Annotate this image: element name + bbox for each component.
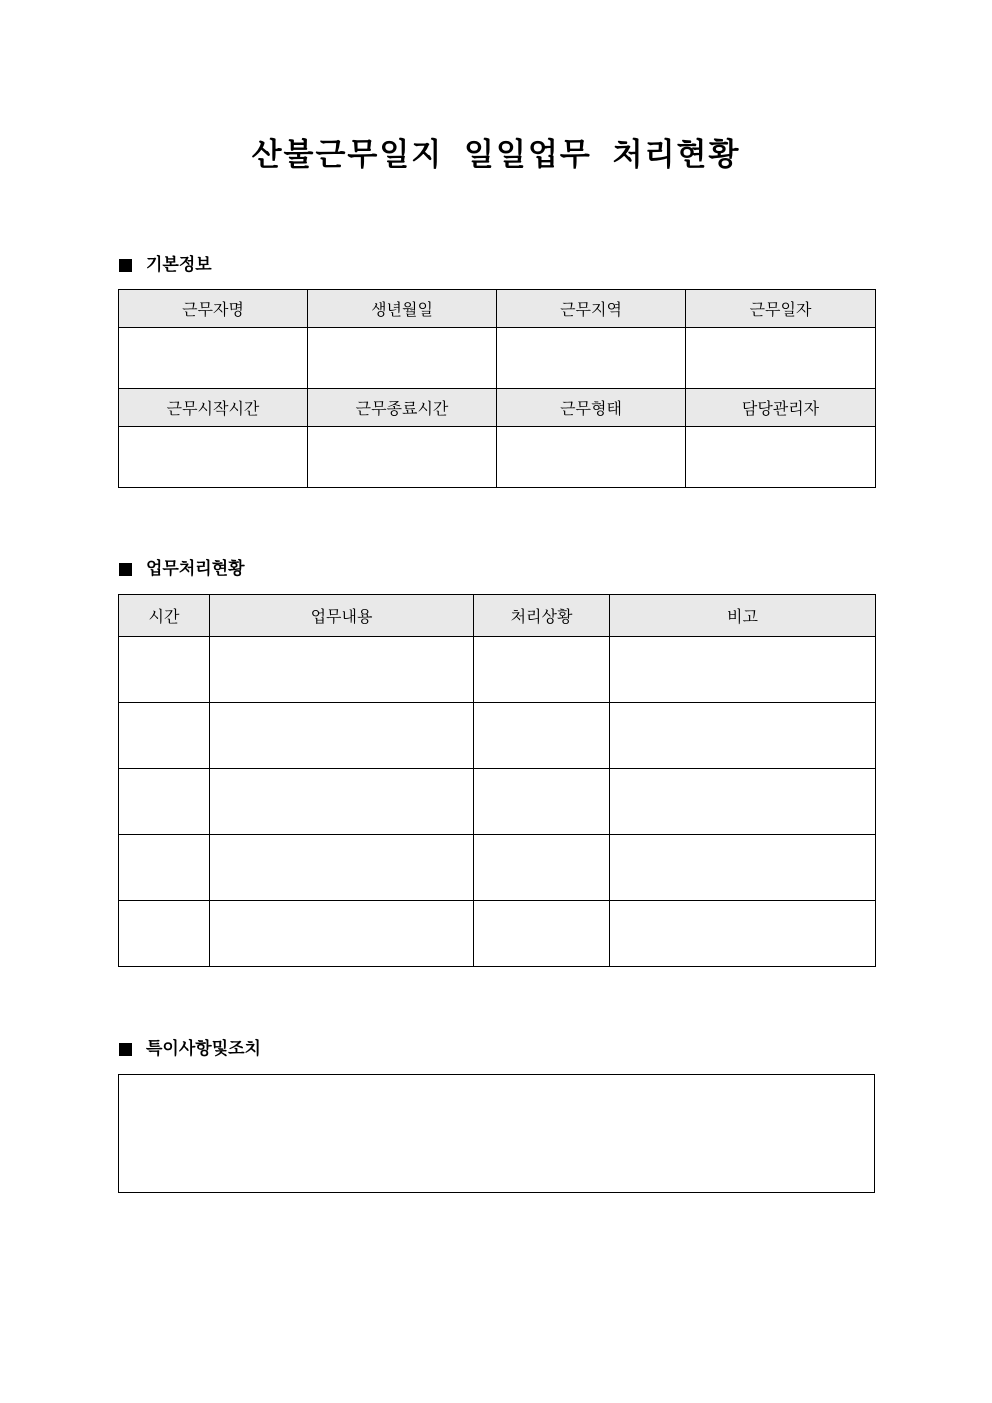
- remarks-field[interactable]: [610, 769, 876, 835]
- task-field[interactable]: [210, 703, 474, 769]
- birth-date-field[interactable]: [308, 328, 497, 389]
- remarks-field[interactable]: [610, 637, 876, 703]
- header-cell-birth-date: 생년월일: [308, 290, 497, 328]
- header-cell-manager: 담당관리자: [686, 389, 876, 427]
- header-cell-task: 업무내용: [210, 595, 474, 637]
- remarks-field[interactable]: [610, 703, 876, 769]
- progress-field[interactable]: [474, 637, 610, 703]
- progress-field[interactable]: [474, 769, 610, 835]
- header-cell-worker-name: 근무자명: [119, 290, 308, 328]
- section-heading-label: 업무처리현황: [146, 559, 245, 579]
- work-date-field[interactable]: [686, 328, 876, 389]
- basic-info-table: [118, 289, 876, 488]
- progress-field[interactable]: [474, 835, 610, 901]
- worker-name-field[interactable]: [119, 328, 308, 389]
- table-row: [119, 835, 876, 901]
- header-cell-start-time: 근무시작시간: [119, 389, 308, 427]
- time-field[interactable]: [119, 901, 210, 967]
- notes-textarea[interactable]: [118, 1074, 875, 1193]
- header-cell-work-date: 근무일자: [686, 290, 876, 328]
- table-row: [119, 901, 876, 967]
- end-time-field[interactable]: [308, 427, 497, 488]
- remarks-field[interactable]: [610, 835, 876, 901]
- header-row: [119, 290, 876, 328]
- header-cell-end-time: 근무종료시간: [308, 389, 497, 427]
- header-cell-remarks: 비고: [610, 595, 876, 637]
- progress-field[interactable]: [474, 901, 610, 967]
- header-cell-time: 시간: [119, 595, 210, 637]
- header-row: [119, 389, 876, 427]
- work-area-field[interactable]: [497, 328, 686, 389]
- task-field[interactable]: [210, 637, 474, 703]
- start-time-field[interactable]: [119, 427, 308, 488]
- page-title: 산불근무일지 일일업무 처리현황: [251, 137, 741, 173]
- black-square-icon: [119, 1043, 132, 1056]
- progress-field[interactable]: [474, 703, 610, 769]
- black-square-icon: [119, 259, 132, 272]
- table-row: [119, 637, 876, 703]
- section-heading-notes: [119, 1038, 261, 1060]
- remarks-field[interactable]: [610, 901, 876, 967]
- header-cell-work-type: 근무형태: [497, 389, 686, 427]
- section-heading-label: 특이사항및조치: [146, 1039, 261, 1059]
- black-square-icon: [119, 563, 132, 576]
- work-type-field[interactable]: [497, 427, 686, 488]
- table-row: [119, 769, 876, 835]
- task-field[interactable]: [210, 769, 474, 835]
- time-field[interactable]: [119, 769, 210, 835]
- section-heading-basic-info: [119, 254, 212, 276]
- table-row: [119, 703, 876, 769]
- section-heading-label: 기본정보: [146, 255, 212, 275]
- manager-field[interactable]: [686, 427, 876, 488]
- value-row: [119, 328, 876, 389]
- header-cell-progress: 처리상황: [474, 595, 610, 637]
- task-field[interactable]: [210, 835, 474, 901]
- time-field[interactable]: [119, 835, 210, 901]
- time-field[interactable]: [119, 637, 210, 703]
- header-cell-work-area: 근무지역: [497, 290, 686, 328]
- work-status-table: [118, 594, 876, 967]
- task-field[interactable]: [210, 901, 474, 967]
- section-heading-work-status: [119, 558, 245, 580]
- value-row: [119, 427, 876, 488]
- header-row: [119, 595, 876, 637]
- time-field[interactable]: [119, 703, 210, 769]
